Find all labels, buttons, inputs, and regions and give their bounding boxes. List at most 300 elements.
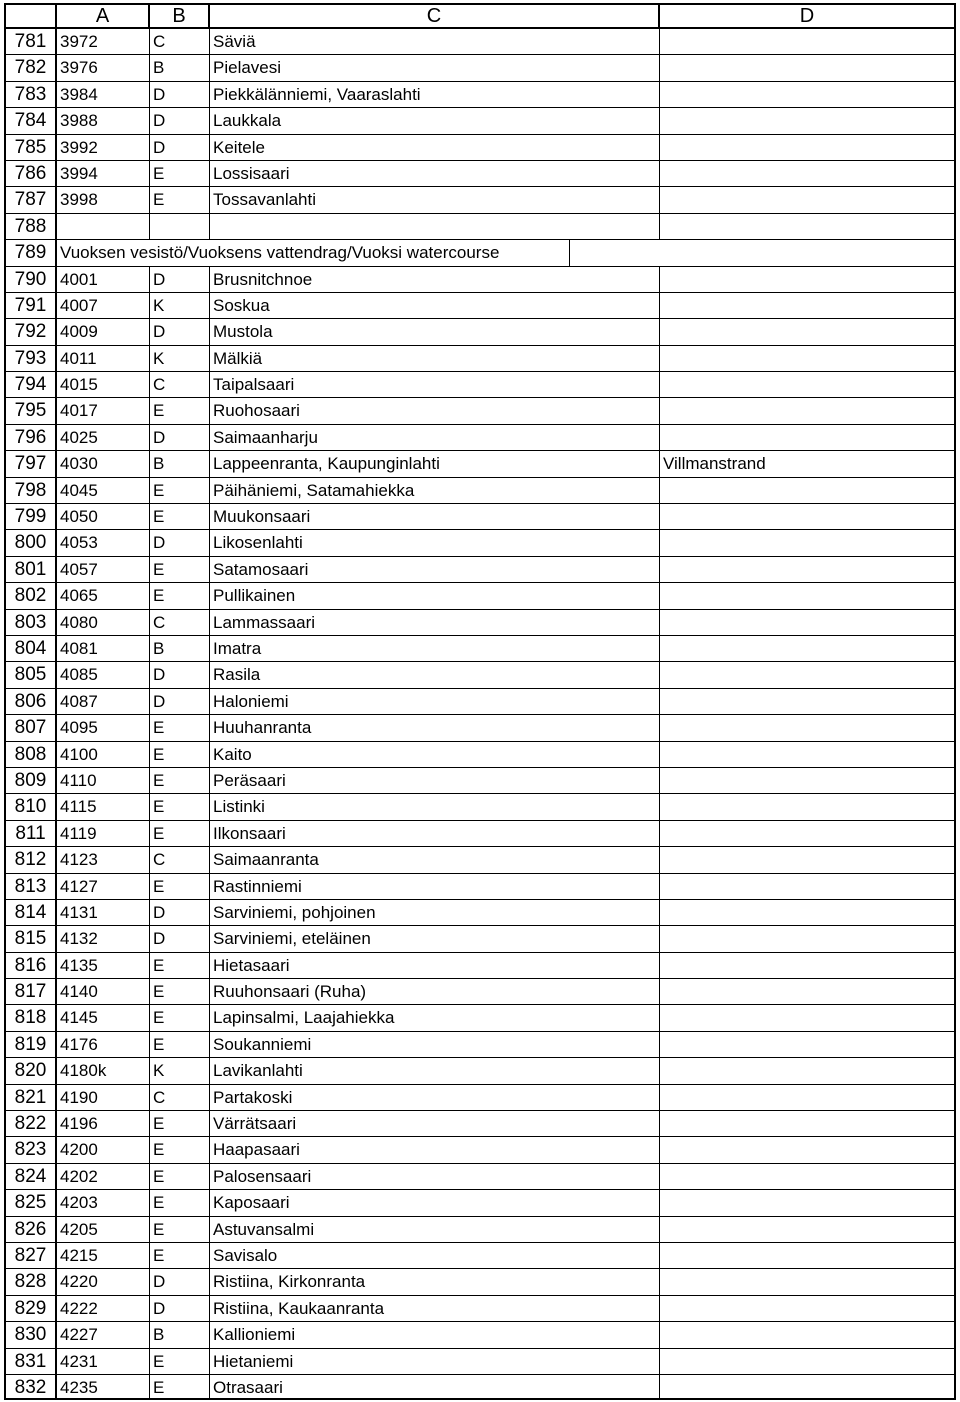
cell-c[interactable]: Säviä [210,29,660,55]
cell-d[interactable] [660,742,954,768]
table-row [6,1058,954,1084]
cell-c[interactable]: Saimaanranta [210,847,660,873]
row-number[interactable]: 796 [6,425,57,451]
cell-b[interactable]: D [150,319,210,345]
row-number[interactable]: 783 [6,82,57,108]
table-row [6,953,954,979]
table-row [6,530,954,556]
cell-c[interactable]: Kaposaari [210,1190,660,1216]
cell-d[interactable] [660,715,954,741]
row-number[interactable]: 825 [6,1190,57,1216]
cell-b[interactable]: D [150,662,210,688]
table-row [6,240,954,266]
cell-d[interactable] [660,926,954,952]
cell-c[interactable] [210,214,660,240]
cell-c[interactable]: Huuhanranta [210,715,660,741]
cell-b[interactable]: K [150,346,210,372]
row-number[interactable]: 782 [6,55,57,81]
cell-d[interactable] [660,267,954,293]
table-row [6,1032,954,1058]
cell-b[interactable]: E [150,1349,210,1375]
cell-b[interactable]: E [150,715,210,741]
row-number[interactable]: 810 [6,794,57,820]
cell-b[interactable]: D [150,900,210,926]
table-row [6,794,954,820]
cell-d[interactable] [660,1137,954,1163]
cell-d[interactable] [660,1111,954,1137]
cell-b[interactable]: E [150,874,210,900]
row-number[interactable]: 812 [6,847,57,873]
table-row [6,1190,954,1216]
row-number[interactable]: 816 [6,953,57,979]
table-row [6,1085,954,1111]
cell-a[interactable]: 4115 [57,794,150,820]
cell-b[interactable]: C [150,372,210,398]
row-number[interactable]: 788 [6,214,57,240]
cell-a[interactable]: 3994 [57,161,150,187]
cell-c[interactable]: Kallioniemi [210,1322,660,1348]
row-number[interactable]: 791 [6,293,57,319]
cell-d[interactable] [660,583,954,609]
cell-b[interactable]: B [150,55,210,81]
cell-d[interactable] [660,319,954,345]
cell-b[interactable]: E [150,742,210,768]
row-number[interactable]: 829 [6,1296,57,1322]
cell-a[interactable]: 4196 [57,1111,150,1137]
row-number[interactable]: 815 [6,926,57,952]
cell-c[interactable]: Rasila [210,662,660,688]
row-number[interactable]: 792 [6,319,57,345]
cell-a[interactable]: 4180k [57,1058,150,1084]
row-number[interactable]: 814 [6,900,57,926]
cell-b[interactable]: D [150,108,210,134]
cell-b[interactable]: K [150,293,210,319]
cell-c[interactable]: Ruuhonsaari (Ruha) [210,979,660,1005]
cell-d[interactable] [660,900,954,926]
cell-b[interactable]: D [150,425,210,451]
cell-d[interactable] [660,636,954,662]
table-row [6,1217,954,1243]
cell-a[interactable]: 4007 [57,293,150,319]
cell-c[interactable]: Tossavanlahti [210,187,660,213]
cell-a[interactable]: 4081 [57,636,150,662]
cell-a[interactable]: 4222 [57,1296,150,1322]
column-header-d[interactable]: D [660,5,954,29]
row-number[interactable]: 781 [6,29,57,55]
table-row [6,1269,954,1295]
row-number[interactable]: 798 [6,478,57,504]
cell-a[interactable]: 4095 [57,715,150,741]
row-number[interactable]: 807 [6,715,57,741]
cell-b[interactable]: C [150,1085,210,1111]
cell-a[interactable]: 3984 [57,82,150,108]
table-row [6,874,954,900]
cell-c[interactable]: Peräsaari [210,768,660,794]
cell-b[interactable]: D [150,1296,210,1322]
row-number[interactable]: 802 [6,583,57,609]
cell-c[interactable]: Kaito [210,742,660,768]
cell-b[interactable]: E [150,1032,210,1058]
row-number[interactable]: 831 [6,1349,57,1375]
cell-b[interactable]: E [150,504,210,530]
table-row [6,1164,954,1190]
cell-c[interactable]: Hietasaari [210,953,660,979]
cell-b[interactable]: B [150,636,210,662]
row-number[interactable]: 801 [6,557,57,583]
cell-c[interactable]: Haloniemi [210,689,660,715]
table-row [6,715,954,741]
table-row [6,662,954,688]
cell-b[interactable]: E [150,398,210,424]
table-row [6,583,954,609]
cell-a[interactable]: 4001 [57,267,150,293]
cell-b[interactable]: E [150,187,210,213]
cell-a[interactable]: 3992 [57,135,150,161]
table-row [6,82,954,108]
cell-c[interactable]: Ristiina, Kaukaanranta [210,1296,660,1322]
cell-d[interactable] [660,689,954,715]
cell-a[interactable]: 3976 [57,55,150,81]
cell-a[interactable]: 4176 [57,1032,150,1058]
row-number[interactable]: 822 [6,1111,57,1137]
cell-c[interactable]: Otrasaari [210,1375,660,1400]
cell-b[interactable]: D [150,1269,210,1295]
cell-a[interactable]: 4131 [57,900,150,926]
cell-c[interactable]: Pielavesi [210,55,660,81]
cell-c[interactable]: Hietaniemi [210,1349,660,1375]
row-number[interactable]: 832 [6,1375,57,1400]
cell-a[interactable]: 4110 [57,768,150,794]
cell-d[interactable]: Villmanstrand [660,451,954,477]
cell-c[interactable]: Ristiina, Kirkonranta [210,1269,660,1295]
cell-b[interactable]: C [150,847,210,873]
row-number[interactable]: 789 [6,240,57,266]
cell-b[interactable]: E [150,1190,210,1216]
row-number[interactable]: 794 [6,372,57,398]
cell-a[interactable]: 4045 [57,478,150,504]
cell-c[interactable]: Brusnitchnoe [210,267,660,293]
row-number[interactable]: 800 [6,530,57,556]
cell-a[interactable]: 3972 [57,29,150,55]
cell-b[interactable] [150,214,210,240]
cell-a[interactable]: 4220 [57,1269,150,1295]
table-row [6,610,954,636]
cell-a[interactable]: 4215 [57,1243,150,1269]
cell-a[interactable]: 4145 [57,1005,150,1031]
cell-a[interactable]: 4080 [57,610,150,636]
cell-c[interactable]: Lossisaari [210,161,660,187]
cell-b[interactable]: E [150,1137,210,1163]
row-number[interactable]: 804 [6,636,57,662]
cell-b[interactable]: D [150,689,210,715]
cell-d[interactable] [660,187,954,213]
cell-d[interactable] [660,82,954,108]
cell-c[interactable]: Lapinsalmi, Laajahiekka [210,1005,660,1031]
cell-d[interactable] [660,293,954,319]
row-number[interactable]: 813 [6,874,57,900]
cell-d[interactable] [660,398,954,424]
cell-a[interactable]: 4227 [57,1322,150,1348]
cell-a[interactable]: 4132 [57,926,150,952]
cell-d[interactable] [660,530,954,556]
cell-d[interactable] [660,662,954,688]
cell-c[interactable]: Satamosaari [210,557,660,583]
rows-container [6,29,954,1400]
cell-c[interactable]: Lavikanlahti [210,1058,660,1084]
cell-a[interactable]: 4190 [57,1085,150,1111]
cell-d[interactable] [660,768,954,794]
cell-d[interactable] [660,1032,954,1058]
cell-d[interactable] [660,478,954,504]
row-number[interactable]: 803 [6,610,57,636]
cell-a[interactable]: 4235 [57,1375,150,1400]
cell-d[interactable] [660,953,954,979]
column-header-a[interactable]: A [57,5,150,29]
cell-d[interactable] [660,1269,954,1295]
cell-a[interactable] [57,214,150,240]
cell-a[interactable]: 3988 [57,108,150,134]
row-number[interactable]: 805 [6,662,57,688]
table-row [6,425,954,451]
row-number[interactable]: 819 [6,1032,57,1058]
cell-b[interactable]: E [150,979,210,1005]
table-row [6,108,954,134]
cell-d[interactable] [660,504,954,530]
table-row [6,742,954,768]
table-row [6,187,954,213]
table-row [6,135,954,161]
cell-c[interactable]: Laukkala [210,108,660,134]
cell-a[interactable]: 4030 [57,451,150,477]
cell-d[interactable] [660,161,954,187]
row-number[interactable]: 806 [6,689,57,715]
cell-d[interactable] [660,29,954,55]
table-row [6,1375,954,1400]
cell-b[interactable]: E [150,794,210,820]
cell-b[interactable]: E [150,161,210,187]
table-row [6,29,954,55]
cell-a[interactable]: 4202 [57,1164,150,1190]
row-number[interactable]: 784 [6,108,57,134]
cell-c[interactable]: Lappeenranta, Kaupunginlahti [210,451,660,477]
cell-a[interactable]: 4009 [57,319,150,345]
cell-b[interactable]: E [150,557,210,583]
cell-a[interactable]: 4015 [57,372,150,398]
cell-a[interactable]: 3998 [57,187,150,213]
cell-b[interactable]: E [150,768,210,794]
cell-c[interactable]: Sarviniemi, pohjoinen [210,900,660,926]
cell-b[interactable]: C [150,610,210,636]
cell-d[interactable] [660,557,954,583]
cell-b[interactable]: E [150,821,210,847]
table-row [6,1349,954,1375]
cell-a[interactable]: 4087 [57,689,150,715]
row-number[interactable]: 827 [6,1243,57,1269]
cell-d[interactable] [660,1217,954,1243]
row-number[interactable]: 808 [6,742,57,768]
row-number[interactable]: 821 [6,1085,57,1111]
cell-a[interactable]: 4119 [57,821,150,847]
cell-a[interactable]: 4065 [57,583,150,609]
cell-c[interactable]: Haapasaari [210,1137,660,1163]
cell-d[interactable] [660,1243,954,1269]
cell-c[interactable]: Rastinniemi [210,874,660,900]
table-row [6,161,954,187]
cell-d[interactable] [660,346,954,372]
table-row [6,504,954,530]
row-number[interactable]: 830 [6,1322,57,1348]
cell-c[interactable]: Värrätsaari [210,1111,660,1137]
table-row [6,900,954,926]
row-number[interactable]: 809 [6,768,57,794]
cell-d[interactable] [570,240,954,266]
cell-a[interactable]: 4140 [57,979,150,1005]
row-number[interactable]: 787 [6,187,57,213]
cell-a[interactable]: 4135 [57,953,150,979]
row-number[interactable]: 795 [6,398,57,424]
row-number[interactable]: 817 [6,979,57,1005]
cell-b[interactable]: D [150,926,210,952]
row-number[interactable]: 811 [6,821,57,847]
row-number[interactable]: 790 [6,267,57,293]
cell-d[interactable] [660,874,954,900]
cell-c[interactable]: Astuvansalmi [210,1217,660,1243]
cell-c[interactable]: Savisalo [210,1243,660,1269]
cell-b[interactable]: D [150,82,210,108]
cell-c[interactable]: Soukanniemi [210,1032,660,1058]
row-number[interactable]: 797 [6,451,57,477]
cell-d[interactable] [660,610,954,636]
cell-d[interactable] [660,1296,954,1322]
cell-d[interactable] [660,1005,954,1031]
cell-a[interactable]: 4053 [57,530,150,556]
cell-d[interactable] [660,1190,954,1216]
cell-a[interactable]: 4025 [57,425,150,451]
row-number[interactable]: 793 [6,346,57,372]
cell-a[interactable]: 4085 [57,662,150,688]
cell-c[interactable]: Palosensaari [210,1164,660,1190]
cell-c[interactable]: Likosenlahti [210,530,660,556]
cell-c[interactable]: Sarviniemi, eteläinen [210,926,660,952]
corner-cell[interactable] [6,5,57,29]
cell-a[interactable]: 4127 [57,874,150,900]
cell-c[interactable]: Lammassaari [210,610,660,636]
cell-a[interactable]: 4231 [57,1349,150,1375]
cell-b[interactable]: E [150,1243,210,1269]
cell-a[interactable]: 4057 [57,557,150,583]
cell-d[interactable] [660,135,954,161]
cell-b[interactable]: E [150,953,210,979]
row-number[interactable]: 824 [6,1164,57,1190]
cell-b[interactable]: E [150,478,210,504]
cell-a[interactable]: 4205 [57,1217,150,1243]
cell-c[interactable]: Ruohosaari [210,398,660,424]
cell-d[interactable] [660,1058,954,1084]
row-number[interactable]: 818 [6,1005,57,1031]
table-row [6,55,954,81]
table-row [6,768,954,794]
cell-d[interactable] [660,372,954,398]
section-heading-cell[interactable]: Vuoksen vesistö/Vuoksens vattendrag/Vuoksi watercourse [57,240,570,266]
row-number[interactable]: 785 [6,135,57,161]
cell-c[interactable]: Mälkiä [210,346,660,372]
row-number[interactable]: 799 [6,504,57,530]
column-header-c[interactable]: C [210,5,660,29]
cell-c[interactable]: Saimaanharju [210,425,660,451]
cell-b[interactable]: E [150,583,210,609]
cell-b[interactable]: C [150,29,210,55]
cell-b[interactable]: B [150,1322,210,1348]
cell-c[interactable]: Ilkonsaari [210,821,660,847]
cell-d[interactable] [660,1322,954,1348]
cell-a[interactable]: 4123 [57,847,150,873]
cell-a[interactable]: 4100 [57,742,150,768]
cell-d[interactable] [660,821,954,847]
cell-b[interactable]: D [150,135,210,161]
cell-a[interactable]: 4011 [57,346,150,372]
row-number[interactable]: 820 [6,1058,57,1084]
table-row [6,1296,954,1322]
cell-c[interactable]: Päihäniemi, Satamahiekka [210,478,660,504]
cell-c[interactable]: Piekkälänniemi, Vaaraslahti [210,82,660,108]
cell-a[interactable]: 4200 [57,1137,150,1163]
cell-d[interactable] [660,1349,954,1375]
table-row [6,979,954,1005]
cell-d[interactable] [660,1164,954,1190]
table-row [6,689,954,715]
cell-c[interactable]: Imatra [210,636,660,662]
cell-b[interactable]: E [150,1005,210,1031]
cell-c[interactable]: Mustola [210,319,660,345]
table-row [6,1243,954,1269]
cell-d[interactable] [660,794,954,820]
cell-a[interactable]: 4050 [57,504,150,530]
cell-d[interactable] [660,1375,954,1400]
cell-d[interactable] [660,1085,954,1111]
cell-b[interactable]: K [150,1058,210,1084]
cell-d[interactable] [660,108,954,134]
row-number[interactable]: 826 [6,1217,57,1243]
cell-b[interactable]: D [150,530,210,556]
cell-c[interactable]: Listinki [210,794,660,820]
cell-a[interactable]: 4017 [57,398,150,424]
column-header-b[interactable]: B [150,5,210,29]
cell-c[interactable]: Keitele [210,135,660,161]
cell-c[interactable]: Soskua [210,293,660,319]
cell-b[interactable]: E [150,1111,210,1137]
cell-a[interactable]: 4203 [57,1190,150,1216]
table-row [6,346,954,372]
cell-d[interactable] [660,55,954,81]
cell-c[interactable]: Taipalsaari [210,372,660,398]
cell-d[interactable] [660,847,954,873]
cell-d[interactable] [660,425,954,451]
cell-d[interactable] [660,979,954,1005]
cell-c[interactable]: Pullikainen [210,583,660,609]
table-row [6,1005,954,1031]
cell-c[interactable]: Muukonsaari [210,504,660,530]
cell-b[interactable]: E [150,1164,210,1190]
row-number[interactable]: 786 [6,161,57,187]
cell-b[interactable]: D [150,267,210,293]
cell-b[interactable]: E [150,1375,210,1400]
row-number[interactable]: 828 [6,1269,57,1295]
cell-b[interactable]: B [150,451,210,477]
cell-c[interactable]: Partakoski [210,1085,660,1111]
cell-d[interactable] [660,214,954,240]
row-number[interactable]: 823 [6,1137,57,1163]
cell-b[interactable]: E [150,1217,210,1243]
